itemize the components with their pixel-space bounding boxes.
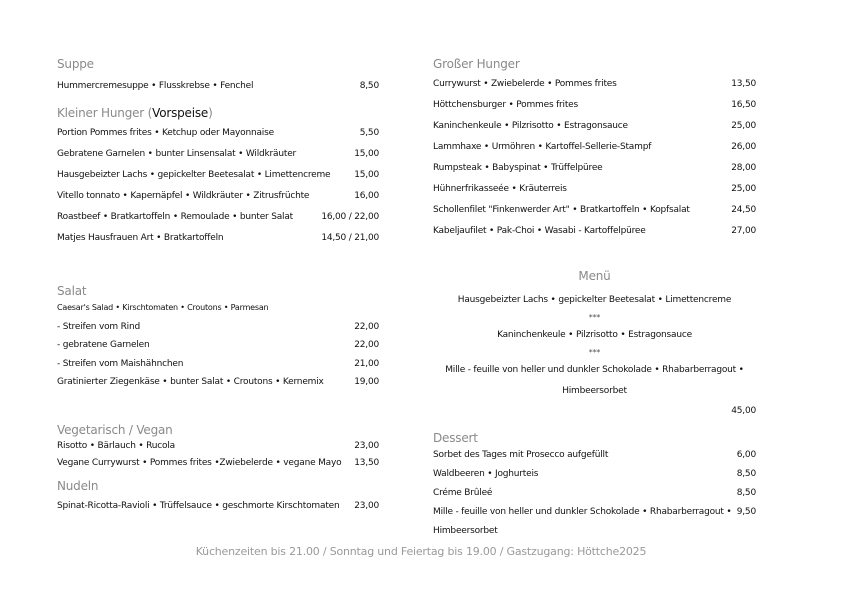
item-price: 23,00 — [354, 440, 379, 451]
menu-item — [57, 186, 379, 207]
menu-item — [433, 465, 756, 484]
footer-info: Küchenzeiten bis 21.00 / Sonntag und Feiertag bis 19.00 / Gastzugang: Höttche2025 — [195, 545, 647, 558]
item-price: 16,00 — [354, 191, 379, 201]
item-price: 25,00 — [731, 184, 756, 194]
item-price: 5,50 — [359, 128, 379, 138]
item-price: 16,50 — [731, 100, 756, 110]
menu-item — [433, 522, 756, 541]
item-name: Höttchensburger • Pommes frites — [433, 100, 579, 110]
item-name: - Streifen vom Maishähnchen — [57, 358, 184, 369]
item-price: 23,00 — [354, 500, 379, 511]
item-name: Risotto • Bärlauch • Rucola — [57, 440, 175, 451]
item-price: 8,50 — [359, 81, 379, 91]
menu-item — [433, 74, 756, 95]
menu-item — [433, 446, 756, 465]
item-name: Caesar's Salad • Kirschtomaten • Croutons • Parmesan — [57, 303, 269, 312]
menu-item — [433, 221, 756, 242]
menu-separator: *** — [588, 313, 601, 322]
item-name: Portion Pommes frites • Ketchup oder Mayonnaise — [57, 128, 274, 138]
menu-course: Kaninchenkeule • Pilzrisotto • Estragonsauce — [497, 330, 692, 340]
item-name: Waldbeeren • Joghurteis — [433, 469, 539, 479]
menu-course: Mille - feuille von heller und dunkler Schokolade • Rhabarberragout • — [445, 365, 744, 375]
item-name: Schollenfilet "Finkenwerder Art" • Bratkartoffeln • Kopfsalat — [433, 205, 690, 215]
menu-item — [433, 484, 756, 503]
item-price: 9,50 — [736, 507, 756, 517]
item-price: 14,50 / 21,00 — [321, 233, 379, 243]
item-name: Kaninchenkeule • Pilzrisotto • Estragonsauce — [433, 121, 628, 131]
item-price: 25,00 — [731, 121, 756, 131]
item-price: 27,00 — [731, 226, 756, 236]
item-price: 26,00 — [731, 142, 756, 152]
menu-item — [57, 373, 379, 392]
item-price: 13,50 — [731, 79, 756, 89]
section-salat — [57, 283, 379, 392]
item-price: 15,00 — [354, 170, 379, 180]
item-name: Hühnerfrikasseée • Kräuterreis — [433, 184, 567, 194]
item-name: Kabeljaufilet • Pak-Choi • Wasabi - Kartoffelpüree — [433, 226, 646, 236]
section-dessert — [433, 430, 756, 541]
item-name: Mille - feuille von heller und dunkler Schokolade • Rhabarberragout • — [433, 507, 732, 517]
item-name: Currywurst • Zwiebelerde • Pommes frites — [433, 79, 617, 89]
menu-course-cont: Himbeersorbet — [562, 386, 627, 396]
menu-item — [57, 455, 379, 472]
item-price: 22,00 — [354, 340, 379, 350]
menu-item — [433, 158, 756, 179]
item-name: Rumpsteak • Babyspinat • Trüffelpüree — [433, 163, 603, 173]
menu-separator: *** — [588, 348, 601, 357]
item-name: Gratinierter Ziegenkäse • bunter Salat • Croutons • Kernemix — [57, 377, 324, 387]
item-name: Lammhaxe • Urmöhren • Kartoffel-Sellerie-Stampf — [433, 142, 652, 152]
section-vegetarisch — [57, 422, 379, 472]
menu-item — [57, 207, 379, 228]
section-title-nudeln: Nudeln — [57, 478, 99, 493]
menu-item — [57, 355, 379, 374]
item-price: 16,00 / 22,00 — [321, 212, 379, 222]
item-name: Sorbet des Tages mit Prosecco aufgefüllt — [433, 450, 609, 460]
item-name: Créme Brûleé — [433, 488, 493, 498]
salad-intro — [57, 299, 379, 318]
menu-item — [433, 503, 756, 522]
menu-item — [433, 179, 756, 200]
item-name: - Streifen vom Rind — [57, 321, 140, 332]
item-name: Vitello tonnato • Kapernäpfel • Wildkräuter • Zitrusfrüchte — [57, 191, 310, 201]
section-title-menu: Menü — [578, 269, 611, 283]
section-kleiner-hunger — [57, 105, 379, 249]
left-column — [57, 56, 379, 517]
item-price: 6,00 — [736, 450, 756, 460]
title-part-dark: Vorspeise — [152, 106, 209, 120]
menu-item — [57, 496, 379, 517]
item-name: Himbeersorbet — [433, 526, 498, 536]
section-title-suppe: Suppe — [57, 57, 94, 71]
section-menu — [433, 268, 756, 420]
item-price: 19,00 — [354, 377, 379, 387]
item-price: 22,00 — [354, 321, 379, 332]
title-part: ) — [208, 106, 213, 120]
item-name: Hummercremesuppe • Flusskrebse • Fenchel — [57, 81, 254, 91]
menu-course: Hausgebeizter Lachs • gepickelter Beetesalat • Limettencreme — [457, 295, 732, 305]
title-part: Kleiner Hunger ( — [57, 106, 153, 120]
item-name: Vegane Currywurst • Pommes frites •Zwiebelerde • vegane Mayo — [57, 457, 342, 468]
menu-item — [433, 116, 756, 137]
item-name: Roastbeef • Bratkartoffeln • Remoulade • bunter Salat — [57, 212, 293, 222]
menu-price: 45,00 — [731, 406, 756, 416]
menu-item — [57, 123, 379, 144]
section-grosser-hunger — [433, 56, 756, 242]
section-title-vegetarisch: Vegetarisch / Vegan — [57, 422, 173, 437]
item-price: 8,50 — [736, 469, 756, 479]
menu-item — [57, 144, 379, 165]
right-column — [433, 56, 756, 541]
section-title-dessert: Dessert — [433, 431, 478, 445]
section-title-grosser-hunger: Großer Hunger — [433, 57, 520, 71]
menu-item — [433, 200, 756, 221]
item-name: - gebratene Garnelen — [57, 340, 150, 350]
menu-item — [433, 137, 756, 158]
item-price: 21,00 — [354, 358, 379, 369]
item-price: 8,50 — [736, 488, 756, 498]
item-name: Hausgebeizter Lachs • gepickelter Beetesalat • Limettencreme — [57, 170, 331, 180]
menu-item — [57, 336, 379, 355]
item-price: 15,00 — [354, 149, 379, 159]
section-suppe — [57, 56, 379, 97]
item-price: 28,00 — [731, 163, 756, 173]
item-name: Gebratene Garnelen • bunter Linsensalat • Wildkräuter — [57, 149, 297, 159]
menu-item — [57, 318, 379, 337]
section-nudeln — [57, 478, 379, 517]
menu-item — [433, 95, 756, 116]
item-name: Matjes Hausfrauen Art • Bratkartoffeln — [57, 233, 224, 243]
menu-item — [57, 165, 379, 186]
item-name: Spinat-Ricotta-Ravioli • Trüffelsauce • geschmorte Kirschtomaten — [57, 500, 340, 511]
item-price: 24,50 — [731, 205, 756, 215]
item-price: 13,50 — [354, 457, 379, 468]
menu-item — [57, 438, 379, 455]
menu-item — [57, 228, 379, 249]
section-title-salat: Salat — [57, 284, 87, 298]
section-title-kleiner-hunger — [57, 105, 379, 121]
menu-item — [57, 76, 379, 97]
